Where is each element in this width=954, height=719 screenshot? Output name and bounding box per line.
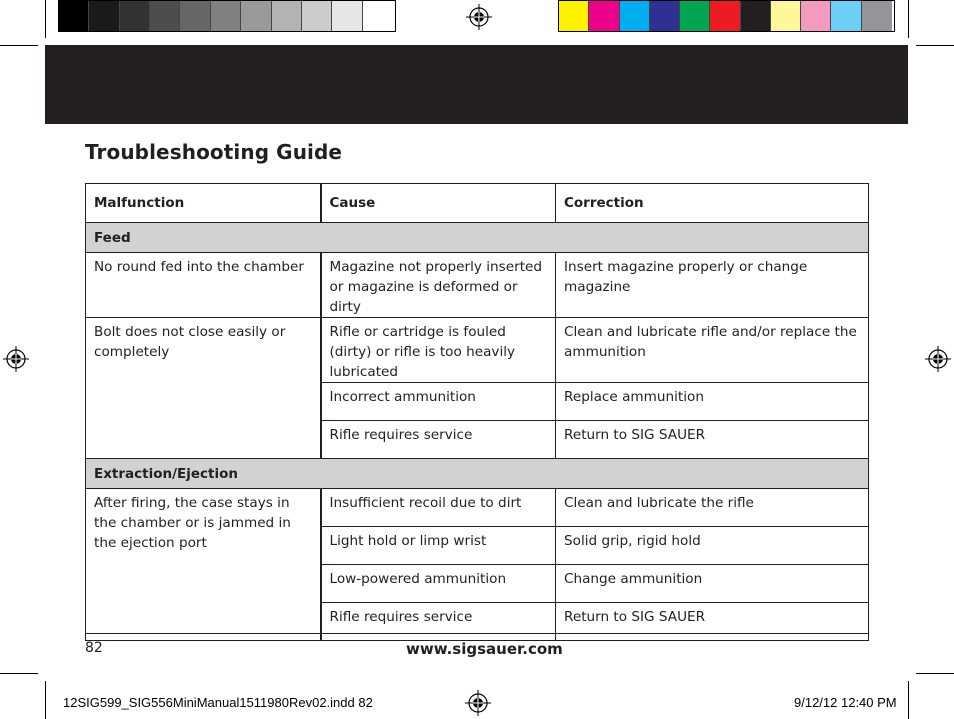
crop-mark-top-right-h bbox=[916, 45, 954, 46]
color-swatch bbox=[559, 1, 589, 31]
column-header-correction: Correction bbox=[556, 184, 869, 223]
color-swatch bbox=[710, 1, 740, 31]
table-row bbox=[86, 318, 869, 383]
cause-cell: Rifle requires service bbox=[321, 603, 556, 641]
section-row-extraction-ejection bbox=[86, 459, 869, 489]
section-label: Feed bbox=[86, 223, 869, 253]
color-swatch bbox=[150, 1, 180, 31]
cause-cell: Rifle requires service bbox=[321, 421, 556, 459]
crop-mark-top-left-h bbox=[0, 45, 38, 46]
malfunction-cell: Bolt does not close easily or completely bbox=[86, 318, 321, 459]
cause-cell: Low-powered ammunition bbox=[321, 565, 556, 603]
section-label: Extraction/Ejection bbox=[86, 459, 869, 489]
color-swatch bbox=[89, 1, 119, 31]
color-swatch bbox=[272, 1, 302, 31]
color-swatch bbox=[650, 1, 680, 31]
slug-datetime: 9/12/12 12:40 PM bbox=[794, 695, 897, 710]
correction-cell: Clean and lubricate the rifle bbox=[556, 489, 869, 527]
cause-cell: Light hold or limp wrist bbox=[321, 527, 556, 565]
slug-filename: 12SIG599_SIG556MiniManual1511980Rev02.indd 82 bbox=[63, 695, 373, 710]
color-swatch bbox=[120, 1, 150, 31]
registration-mark-icon bbox=[466, 4, 492, 30]
correction-cell: Change ammunition bbox=[556, 565, 869, 603]
website-url: www.sigsauer.com bbox=[406, 640, 563, 658]
cause-cell: Incorrect ammunition bbox=[321, 383, 556, 421]
correction-cell: Clean and lubricate rifle and/or replace the ammunition bbox=[556, 318, 869, 383]
cause-cell: Insufficient recoil due to dirt bbox=[321, 489, 556, 527]
crop-mark-bottom-right-v bbox=[908, 681, 909, 719]
correction-cell: Insert magazine properly or change magazine bbox=[556, 253, 869, 318]
color-swatch bbox=[241, 1, 271, 31]
column-header-cause: Cause bbox=[321, 184, 556, 223]
table-row bbox=[86, 253, 869, 318]
page-title: Troubleshooting Guide bbox=[85, 140, 343, 164]
color-swatch bbox=[363, 1, 393, 31]
correction-cell: Return to SIG SAUER bbox=[556, 421, 869, 459]
header-band bbox=[45, 45, 908, 124]
process-color-bar bbox=[558, 0, 895, 32]
page-number: 82 bbox=[85, 640, 103, 656]
registration-mark-icon bbox=[925, 346, 951, 372]
malfunction-cell: After firing, the case stays in the chamber or is jammed in the ejection port bbox=[86, 489, 321, 641]
troubleshooting-table bbox=[85, 183, 869, 641]
column-header-malfunction: Malfunction bbox=[86, 184, 321, 223]
crop-mark-top-right-v bbox=[908, 0, 909, 38]
color-swatch bbox=[302, 1, 332, 31]
footer-divider bbox=[85, 633, 868, 634]
correction-cell: Solid grip, rigid hold bbox=[556, 527, 869, 565]
color-swatch bbox=[831, 1, 861, 31]
table-header-row bbox=[86, 184, 869, 223]
color-swatch bbox=[801, 1, 831, 31]
crop-mark-bottom-right-h bbox=[916, 673, 954, 674]
section-row-feed bbox=[86, 223, 869, 253]
color-swatch bbox=[771, 1, 801, 31]
color-swatch bbox=[862, 1, 892, 31]
table-row bbox=[86, 489, 869, 527]
color-swatch bbox=[180, 1, 210, 31]
color-swatch bbox=[332, 1, 362, 31]
registration-mark-icon bbox=[3, 346, 29, 372]
registration-mark-icon bbox=[465, 690, 491, 716]
color-swatch bbox=[589, 1, 619, 31]
grayscale-color-bar bbox=[58, 0, 396, 32]
correction-cell: Replace ammunition bbox=[556, 383, 869, 421]
cause-cell: Rifle or cartridge is fouled (dirty) or rifle is too heavily lubricated bbox=[321, 318, 556, 383]
color-swatch bbox=[620, 1, 650, 31]
crop-mark-top-left-v bbox=[45, 0, 46, 38]
malfunction-cell: No round fed into the chamber bbox=[86, 253, 321, 318]
color-swatch bbox=[680, 1, 710, 31]
color-swatch bbox=[211, 1, 241, 31]
correction-cell: Return to SIG SAUER bbox=[556, 603, 869, 641]
crop-mark-bottom-left-v bbox=[45, 681, 46, 719]
color-swatch bbox=[741, 1, 771, 31]
color-swatch bbox=[59, 1, 89, 31]
crop-mark-bottom-left-h bbox=[0, 673, 38, 674]
cause-cell: Magazine not properly inserted or magazine is deformed or dirty bbox=[321, 253, 556, 318]
